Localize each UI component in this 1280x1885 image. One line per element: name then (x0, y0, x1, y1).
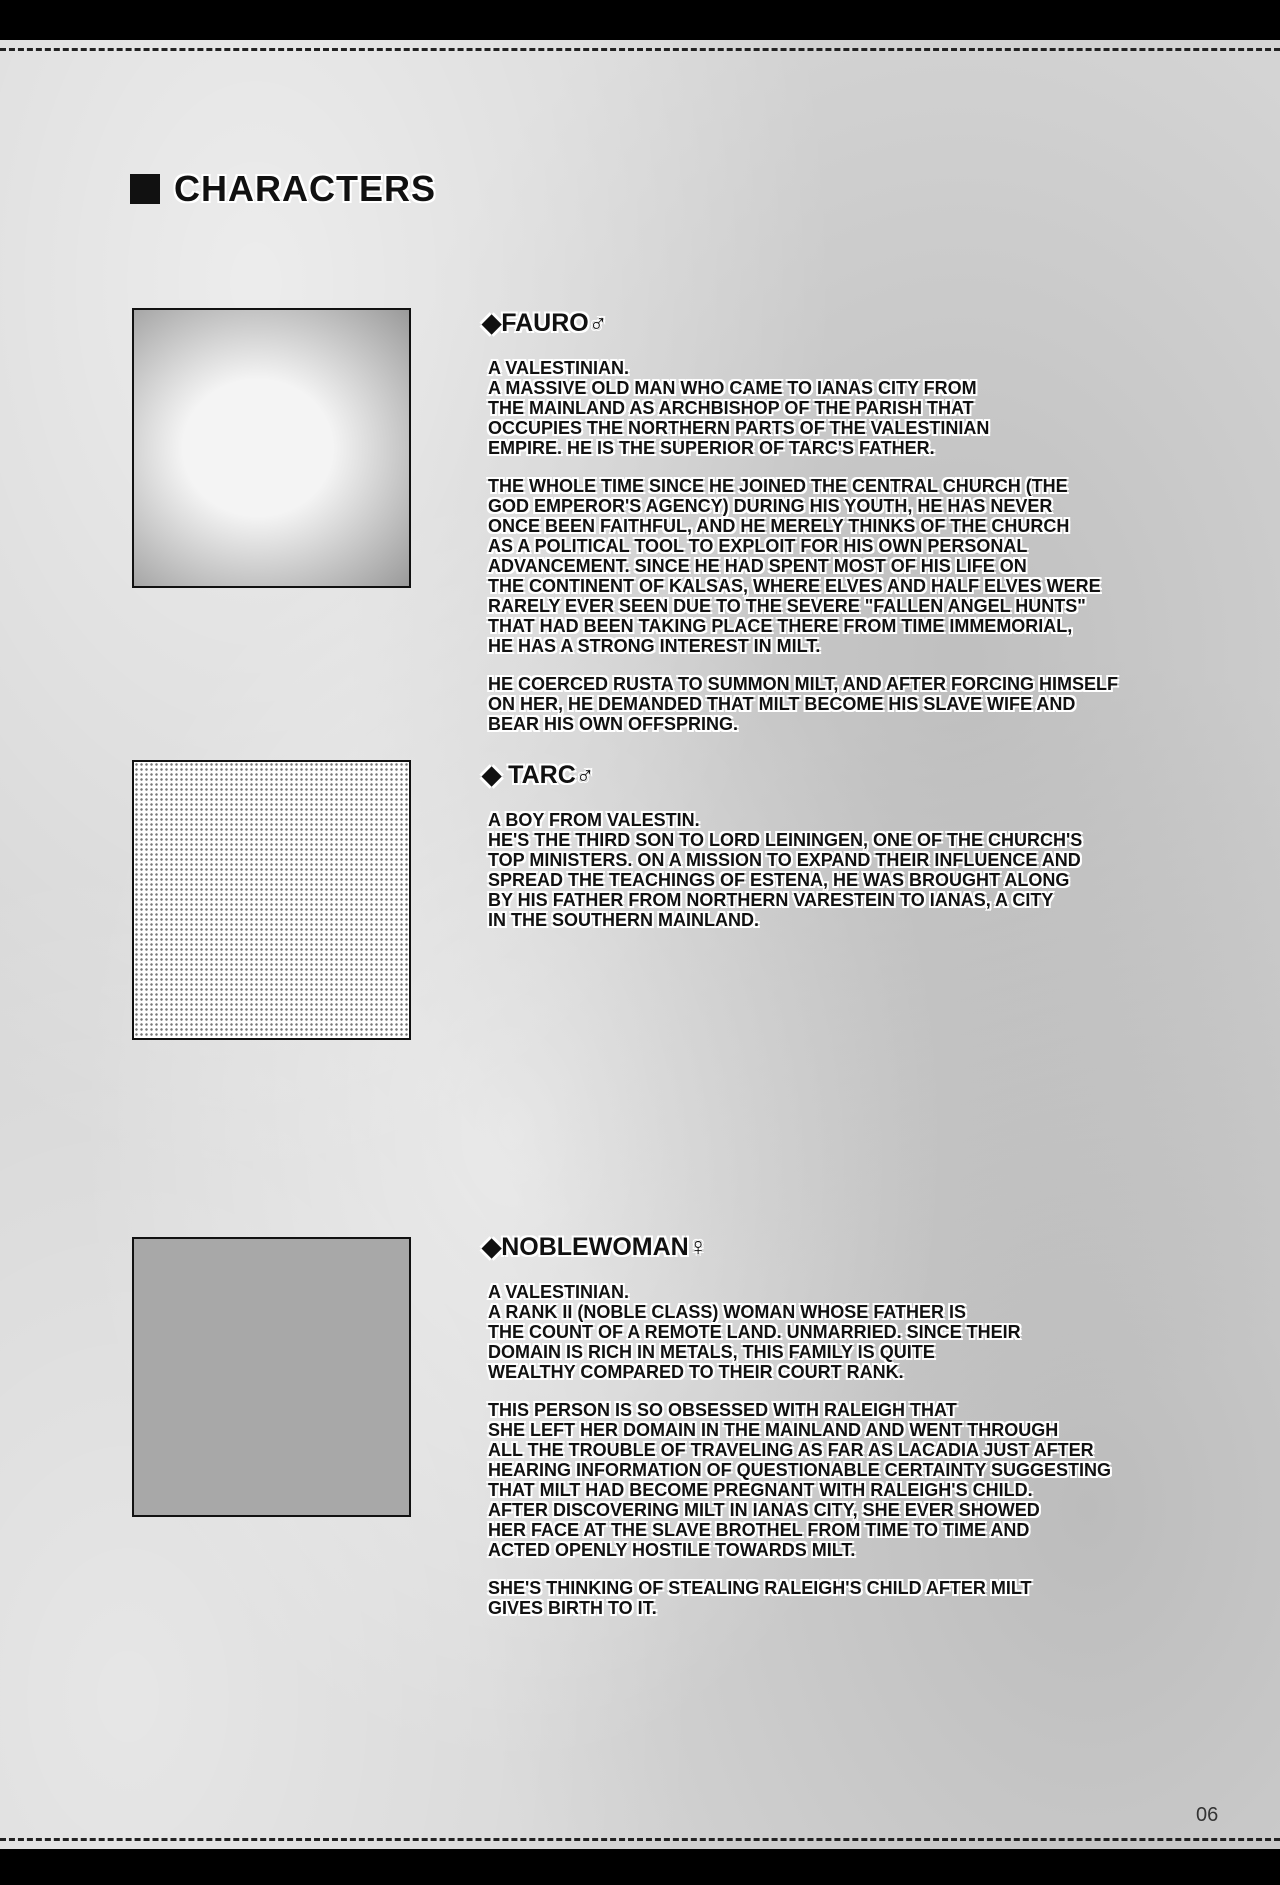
description-line: BY HIS FATHER FROM NORTHERN VARESTEIN TO IANAS, A CITY (488, 890, 1054, 910)
description-line: GOD EMPEROR'S AGENCY) DURING HIS YOUTH, HE HAS NEVER (488, 496, 1053, 516)
description-line: A RANK II (NOBLE CLASS) WOMAN WHOSE FATHER IS (488, 1302, 966, 1322)
description-line: THE WHOLE TIME SINCE HE JOINED THE CENTRAL CHURCH (THE (488, 476, 1068, 496)
description-paragraph (488, 358, 1222, 458)
heading-text: CHARACTERS (174, 168, 436, 209)
description-line: AS A POLITICAL TOOL TO EXPLOIT FOR HIS OWN PERSONAL (488, 536, 1028, 556)
description-line: HE'S THE THIRD SON TO LORD LEININGEN, ONE OF THE CHURCH'S (488, 830, 1083, 850)
description-line: THIS PERSON IS SO OBSESSED WITH RALEIGH THAT (488, 1400, 957, 1420)
description-line: IN THE SOUTHERN MAINLAND. (488, 910, 759, 930)
character-name: ◆NOBLEWOMAN♀ (482, 1233, 708, 1261)
description-line: AFTER DISCOVERING MILT IN IANAS CITY, SHE EVER SHOWED (488, 1500, 1040, 1520)
fauro-portrait (132, 308, 411, 588)
description-line: WEALTHY COMPARED TO THEIR COURT RANK. (488, 1362, 904, 1382)
description-paragraph (488, 1578, 1222, 1618)
description-line: ON HER, HE DEMANDED THAT MILT BECOME HIS SLAVE WIFE AND (488, 694, 1076, 714)
description-line: A VALESTINIAN. (488, 1282, 630, 1302)
bottom-black-bar (0, 1849, 1280, 1885)
bottom-dashed-border (0, 1838, 1280, 1841)
description-line: DOMAIN IS RICH IN METALS, THIS FAMILY IS QUITE (488, 1342, 935, 1362)
description-line: THE CONTINENT OF KALSAS, WHERE ELVES AND HALF ELVES WERE (488, 576, 1101, 596)
description-line: RARELY EVER SEEN DUE TO THE SEVERE "FALLEN ANGEL HUNTS" (488, 596, 1086, 616)
page-number: 06 (1196, 1804, 1219, 1826)
description-line: HEARING INFORMATION OF QUESTIONABLE CERTAINTY SUGGESTING (488, 1460, 1112, 1480)
description-line: SPREAD THE TEACHINGS OF ESTENA, HE WAS BROUGHT ALONG (488, 870, 1070, 890)
description-paragraph (488, 476, 1222, 656)
description-line: ONCE BEEN FAITHFUL, AND HE MERELY THINKS OF THE CHURCH (488, 516, 1070, 536)
description-line: A MASSIVE OLD MAN WHO CAME TO IANAS CITY FROM (488, 378, 977, 398)
character-entry-tarc (482, 760, 1222, 948)
top-dashed-border (0, 48, 1280, 51)
description-line: GIVES BIRTH TO IT. (488, 1598, 657, 1618)
character-name: ◆ TARC♂ (482, 761, 595, 789)
description-line: HER FACE AT THE SLAVE BROTHEL FROM TIME TO TIME AND (488, 1520, 1030, 1540)
description-paragraph (488, 1400, 1222, 1560)
description-line: HE HAS A STRONG INTEREST IN MILT. (488, 636, 821, 656)
description-line: BEAR HIS OWN OFFSPRING. (488, 714, 739, 734)
description-line: THAT MILT HAD BECOME PREGNANT WITH RALEIGH'S CHILD. (488, 1480, 1033, 1500)
description-line: TOP MINISTERS. ON A MISSION TO EXPAND THEIR INFLUENCE AND (488, 850, 1081, 870)
description-line: ADVANCEMENT. SINCE HE HAD SPENT MOST OF HIS LIFE ON (488, 556, 1027, 576)
description-paragraph (488, 1282, 1222, 1382)
description-paragraph (488, 674, 1222, 734)
character-name: ◆FAURO♂ (482, 309, 608, 337)
description-line: ALL THE TROUBLE OF TRAVELING AS FAR AS LACADIA JUST AFTER (488, 1440, 1094, 1460)
description-line: OCCUPIES THE NORTHERN PARTS OF THE VALESTINIAN (488, 418, 990, 438)
character-entry-noblewoman (482, 1232, 1222, 1636)
description-line: SHE LEFT HER DOMAIN IN THE MAINLAND AND WENT THROUGH (488, 1420, 1059, 1440)
description-line: SHE'S THINKING OF STEALING RALEIGH'S CHILD AFTER MILT (488, 1578, 1032, 1598)
description-line: A BOY FROM VALESTIN. (488, 810, 700, 830)
description-line: ACTED OPENLY HOSTILE TOWARDS MILT. (488, 1540, 856, 1560)
section-heading (130, 168, 436, 210)
description-line: THE COUNT OF A REMOTE LAND. UNMARRIED. SINCE THEIR (488, 1322, 1021, 1342)
description-paragraph (488, 810, 1222, 930)
description-line: THE MAINLAND AS ARCHBISHOP OF THE PARISH THAT (488, 398, 974, 418)
description-line: EMPIRE. HE IS THE SUPERIOR OF TARC'S FATHER. (488, 438, 935, 458)
tarc-portrait (132, 760, 411, 1040)
top-black-bar (0, 0, 1280, 40)
description-line: HE COERCED RUSTA TO SUMMON MILT, AND AFTER FORCING HIMSELF (488, 674, 1118, 694)
description-line: A VALESTINIAN. (488, 358, 630, 378)
character-entry-fauro (482, 308, 1222, 752)
noblewoman-portrait (132, 1237, 411, 1517)
description-line: THAT HAD BEEN TAKING PLACE THERE FROM TIME IMMEMORIAL, (488, 616, 1073, 636)
square-bullet-icon (130, 174, 160, 204)
